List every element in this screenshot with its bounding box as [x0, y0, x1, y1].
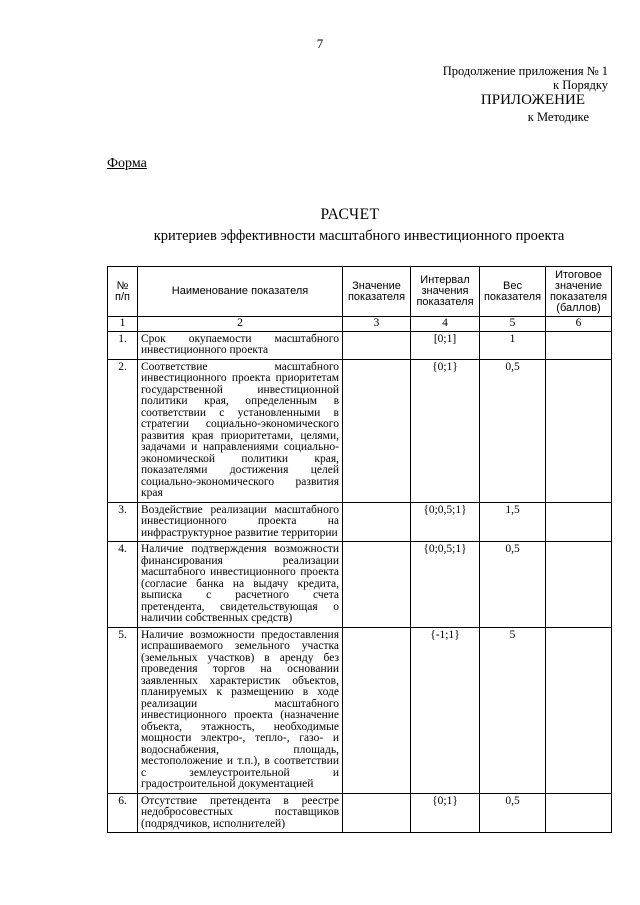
row-number: 5. [108, 627, 138, 793]
total-score [546, 542, 612, 628]
appendix-methodology: к Методике [527, 110, 589, 124]
value-interval: {-1;1} [411, 627, 480, 793]
indicator-name: Наличие возможности предоставления испрашиваемого земельного участка (земельных участков) в аренду без проведения торгов на основании заявленных характеристик объектов, планируемых к размещению в ходе реализации масштабного инвестиционного проекта (назначение объекта, этажность, необходимые мощности электро-, тепло-, газо- и водоснабжения, площадь, местоположение и т.п.), в соответствии с землеустроительной и градостроительной документацией [138, 627, 343, 793]
row-number: 6. [108, 793, 138, 833]
appendix-order: к Порядку [553, 78, 608, 92]
form-label: Форма [107, 156, 147, 171]
row-number: 1. [108, 331, 138, 359]
column-number: 2 [138, 317, 343, 332]
table-row [108, 359, 612, 502]
value-interval: {0;1} [411, 793, 480, 833]
weight: 1,5 [480, 502, 546, 542]
indicator-value [343, 331, 411, 359]
column-number: 4 [411, 317, 480, 332]
appendix-title: ПРИЛОЖЕНИЕ [480, 92, 585, 108]
table-row [108, 793, 612, 833]
table-row [108, 627, 612, 793]
header-total-score: Итоговое значение показателя (баллов) [546, 267, 612, 317]
indicator-value [343, 542, 411, 628]
value-interval: {0;0,5;1} [411, 502, 480, 542]
table-row [108, 502, 612, 542]
header-value-interval: Интервал значения показателя [411, 267, 480, 317]
indicator-value [343, 359, 411, 502]
row-number: 4. [108, 542, 138, 628]
document-subtitle: критериев эффективности масштабного инвестиционного проекта [153, 228, 565, 244]
total-score [546, 359, 612, 502]
column-number: 5 [480, 317, 546, 332]
table-row [108, 331, 612, 359]
document-title: РАСЧЕТ [320, 206, 380, 223]
total-score [546, 793, 612, 833]
header-weight: Вес показателя [480, 267, 546, 317]
indicator-name: Отсутствие претендента в реестре недобросовестных поставщиков (подрядчиков, исполнителей) [138, 793, 343, 833]
criteria-table [107, 266, 612, 833]
indicator-value [343, 627, 411, 793]
column-number: 3 [343, 317, 411, 332]
value-interval: [0;1] [411, 331, 480, 359]
column-number: 1 [108, 317, 138, 332]
table-header-row [108, 267, 612, 317]
weight: 0,5 [480, 793, 546, 833]
total-score [546, 331, 612, 359]
indicator-name: Срок окупаемости масштабного инвестиционного проекта [138, 331, 343, 359]
total-score [546, 627, 612, 793]
weight: 1 [480, 331, 546, 359]
weight: 0,5 [480, 359, 546, 502]
appendix-continuation: Продолжение приложения № 1 [442, 64, 608, 78]
row-number: 2. [108, 359, 138, 502]
page-number: 7 [316, 36, 324, 51]
row-number: 3. [108, 502, 138, 542]
indicator-name: Воздействие реализации масштабного инвестиционного проекта на инфраструктурное развитие территории [138, 502, 343, 542]
table-row [108, 542, 612, 628]
weight: 5 [480, 627, 546, 793]
total-score [546, 502, 612, 542]
indicator-value [343, 502, 411, 542]
indicator-name: Соответствие масштабного инвестиционного проекта приоритетам государственной инвестиционной политики края, определенным в соответствии с установленными в стратегии социально-экономического развития края приоритетами, целями, задачами и направлениями социально-экономической политики края, показателями достижения целей социально-экономического развития края [138, 359, 343, 502]
column-number: 6 [546, 317, 612, 332]
header-indicator-name: Наименование показателя [138, 267, 343, 317]
column-numbers-row [108, 317, 612, 332]
value-interval: {0;0,5;1} [411, 542, 480, 628]
indicator-value [343, 793, 411, 833]
header-number: № п/п [108, 267, 138, 317]
header-indicator-value: Значение показателя [343, 267, 411, 317]
value-interval: {0;1} [411, 359, 480, 502]
indicator-name: Наличие подтверждения возможности финансирования реализации масштабного инвестиционного проекта (согласие банка на выдачу кредита, выписка с расчетного счета претендента, свидетельствующая о наличии собственных средств) [138, 542, 343, 628]
weight: 0,5 [480, 542, 546, 628]
